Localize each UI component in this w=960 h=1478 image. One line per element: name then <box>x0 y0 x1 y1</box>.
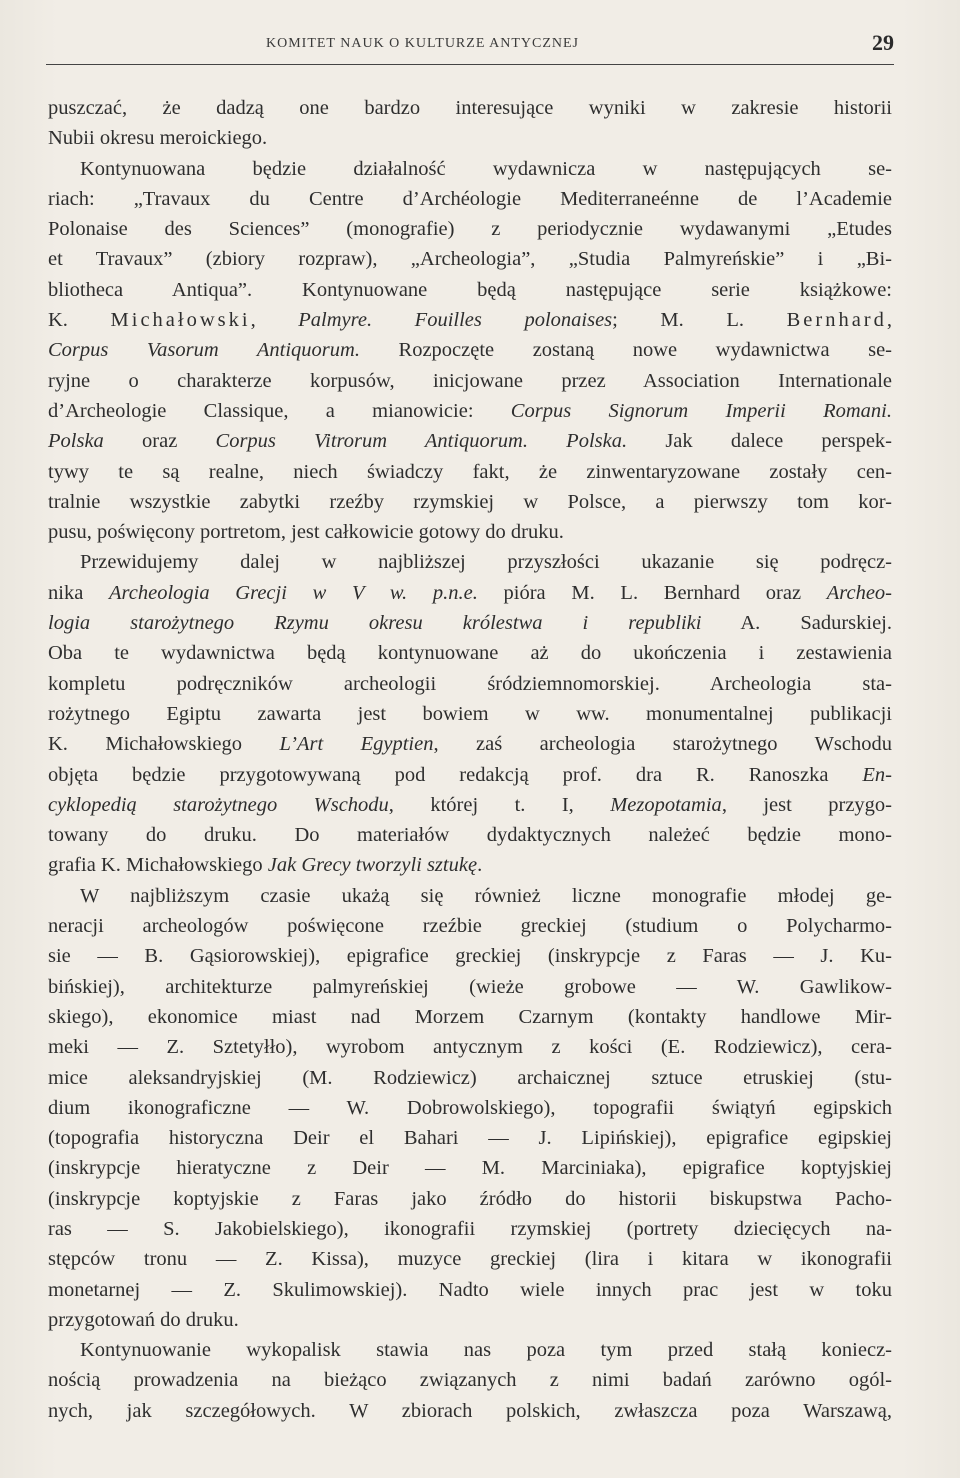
text-line: monetarnej — Z. Skulimowskiej). Nadto wiele innych prac jest w toku <box>48 1278 892 1301</box>
text-line: skiego), ekonomice miast nad Morzem Czarnym (kontakty handlowe Mir- <box>48 1005 892 1028</box>
text-line: Oba te wydawnictwa będą kontynuowane aż do ukończenia i zestawienia <box>48 642 892 665</box>
text-line: cyklopedią starożytnego Wschodu, której t. I, Mezopotamia, jest przygo- <box>48 793 892 816</box>
text-line: neracji archeologów poświęcone rzeźbie greckiej (studium o Polycharmo- <box>48 915 892 938</box>
text-line: mice aleksandryjskiej (M. Rodziewicz) archaicznej sztuce etruskiej (stu- <box>48 1066 892 1089</box>
text-line: W najbliższym czasie ukażą się również liczne monografie młodej ge- <box>80 884 892 907</box>
text-line: towany do druku. Do materiałów dydaktycznych należeć będzie mono- <box>48 824 892 847</box>
header-rule <box>46 64 894 65</box>
page-header <box>266 30 894 66</box>
text-line: kompletu podręczników archeologii śródziemnomorskiej. Archeologia sta- <box>48 672 892 695</box>
text-line: (inskrypcje koptyjskie z Faras jako źródło do historii biskupstwa Pacho- <box>48 1187 892 1210</box>
text-line: tywy te są realne, niech świadczy fakt, że zinwentaryzowane zostały cen- <box>48 460 892 483</box>
text-line: bliotheca Antiqua”. Kontynuowane będą następujące serie książkowe: <box>48 278 892 301</box>
text-line: Polska oraz Corpus Vitrorum Antiquorum. Polska. Jak dalece perspek- <box>48 430 893 453</box>
text-line: logia starożytnego Rzymu okresu królestwa i republiki A. Sadurskiej. <box>48 612 892 635</box>
page-number: 29 <box>872 30 894 55</box>
text-line: riach: „Travaux du Centre d’Archéologie Mediterraneénne de l’Academie <box>48 187 892 210</box>
text-line: Kontynuowanie wykopalisk stawia nas poza tym przed stałą koniecz- <box>80 1339 892 1362</box>
text-line: bińskiej), architekturze palmyreńskiej (wieże grobowe — W. Gawlikow- <box>48 975 892 998</box>
text-line: rożytnego Egiptu zawarta jest bowiem w ww. monumentalnej publikacji <box>48 702 892 725</box>
text-line: Kontynuowana będzie działalność wydawnicza w następujących se- <box>80 157 892 180</box>
text-line: puszczać, że dadzą one bardzo interesujące wyniki w zakresie historii <box>48 97 892 119</box>
text-line: nością prowadzenia na bieżąco związanych z nimi badań zarówno ogól- <box>48 1369 892 1392</box>
text-line: ras — S. Jakobielskiego), ikonografii rzymskiej (portrety dziecięcych na- <box>48 1217 892 1240</box>
text-line: et Travaux” (zbiory rozpraw), „Archeologia”, „Studia Palmyreńskie” i „Bi- <box>48 248 892 271</box>
text-line: meki — Z. Sztetyłło), wyrobom antycznym z kości (E. Rodziewicz), cera- <box>48 1036 892 1059</box>
text-line: przygotowań do druku. <box>48 1308 239 1331</box>
text-line: (topografia historyczna Deir el Bahari — J. Lipińskiej), epigrafice egipskiej <box>48 1127 892 1150</box>
text-line: nika Archeologia Grecji w V w. p.n.e. pióra M. L. Bernhard oraz Archeo- <box>48 581 893 604</box>
text-line: tralnie wszystkie zabytki rzeźby rzymskiej w Polsce, a pierwszy tom kor- <box>48 490 892 513</box>
body-text <box>48 93 892 1426</box>
text-line: sie — B. Gąsiorowskiej), epigrafice greckiej (inskrypcje z Faras — J. Ku- <box>48 945 892 968</box>
text-line: (inskrypcje hieratyczne z Deir — M. Marciniaka), epigrafice koptyjskiej <box>48 1157 892 1180</box>
text-line: K. Michałowskiego L’Art Egyptien, zaś archeologia starożytnego Wschodu <box>48 733 892 756</box>
text-line: objęta będzie przygotowywaną pod redakcją prof. dra R. Ranoszka En- <box>48 763 892 786</box>
running-head: KOMITET NAUK O KULTURZE ANTYCZNEJ <box>266 36 579 51</box>
text-line: Przewidujemy dalej w najbliższej przyszłości ukazanie się podręcz- <box>80 551 892 574</box>
text-line: stępców tronu — Z. Kissa), muzyce greckiej (lira i kitara w ikonografii <box>48 1248 892 1271</box>
text-line: nych, jak szczegółowych. W zbiorach polskich, zwłaszcza poza Warszawą, <box>48 1399 892 1422</box>
text-line: Polonaise des Sciences” (monografie) z periodycznie wydawanymi „Etudes <box>48 218 892 241</box>
text-line: Nubii okresu meroickiego. <box>48 127 268 150</box>
text-line: ryjne o charakterze korpusów, inicjowane przez Association Internationale <box>48 369 892 392</box>
text-line: dium ikonograficzne — W. Dobrowolskiego), topografii świątyń egipskich <box>48 1096 892 1119</box>
text-line: d’Archeologie Classique, a mianowicie: Corpus Signorum Imperii Romani. <box>48 399 892 422</box>
text-line: pusu, poświęcony portretom, jest całkowicie gotowy do druku. <box>48 521 564 544</box>
text-line: grafia K. Michałowskiego Jak Grecy tworzyli sztukę. <box>48 854 483 877</box>
text-line: Corpus Vasorum Antiquorum. Rozpoczęte zostaną nowe wydawnictwa se- <box>48 339 892 362</box>
text-line: K. Michałowski, Palmyre. Fouilles polonaises; M. L. Bernhard, <box>48 309 892 332</box>
